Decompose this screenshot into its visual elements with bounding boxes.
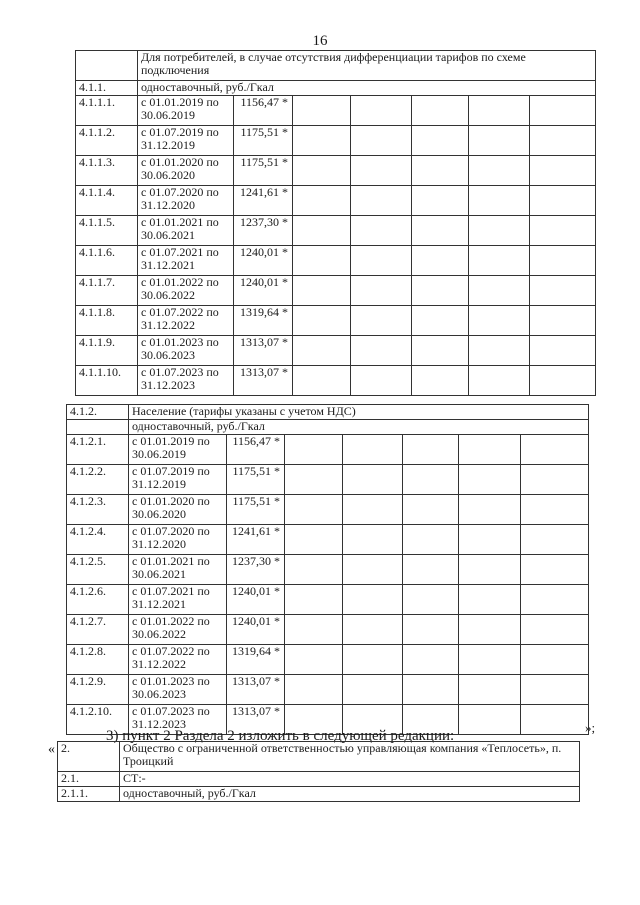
- empty-cell: [521, 495, 589, 525]
- empty-cell: [459, 525, 521, 555]
- period-cell: с 01.07.2022 по 31.12.2022: [138, 306, 234, 336]
- row-code: 4.1.1.4.: [76, 186, 138, 216]
- table-row: [67, 645, 589, 675]
- period-cell: с 01.07.2020 по 31.12.2020: [138, 186, 234, 216]
- row-text: одноставочный, руб./Гкал: [120, 787, 580, 802]
- section-header: Для потребителей, в случае отсутствия дифференциации тарифов по схеме подключения: [138, 51, 596, 81]
- empty-cell: [530, 96, 596, 126]
- empty-cell: [285, 465, 343, 495]
- empty-cell: [351, 246, 412, 276]
- row-code: 4.1.1.1.: [76, 96, 138, 126]
- empty-cell: [403, 585, 459, 615]
- empty-cell: [469, 126, 530, 156]
- empty-cell: [521, 525, 589, 555]
- table-row: [67, 495, 589, 525]
- table-row: [58, 772, 580, 787]
- tariff-value: 1319,64 *: [234, 306, 293, 336]
- table-row: [67, 435, 589, 465]
- empty-cell: [412, 156, 469, 186]
- empty-cell: [403, 645, 459, 675]
- empty-cell: [293, 336, 351, 366]
- empty-cell: [343, 585, 403, 615]
- section-label: одноставочный, руб./Гкал: [129, 420, 589, 435]
- tariff-value: 1175,51 *: [234, 126, 293, 156]
- empty-cell: [521, 705, 589, 735]
- table-row: [67, 525, 589, 555]
- period-cell: с 01.01.2023 по 30.06.2023: [129, 675, 227, 705]
- empty-cell: [412, 186, 469, 216]
- row-code: 2.1.: [58, 772, 120, 787]
- table-row: [58, 742, 580, 772]
- row-code: 4.1.1.2.: [76, 126, 138, 156]
- row-code: 4.1.1.10.: [76, 366, 138, 396]
- empty-cell: [521, 555, 589, 585]
- empty-cell: [285, 525, 343, 555]
- empty-cell: [412, 306, 469, 336]
- empty-cell: [459, 435, 521, 465]
- row-code: 4.1.2.7.: [67, 615, 129, 645]
- tariff-value: 1241,61 *: [234, 186, 293, 216]
- empty-cell: [293, 186, 351, 216]
- empty-cell: [403, 495, 459, 525]
- table-row: [76, 156, 596, 186]
- empty-cell: [293, 96, 351, 126]
- section-header: Население (тарифы указаны с учетом НДС): [129, 405, 589, 420]
- empty-cell: [469, 186, 530, 216]
- period-cell: с 01.01.2019 по 30.06.2019: [138, 96, 234, 126]
- empty-cell: [285, 675, 343, 705]
- section-label: одноставочный, руб./Гкал: [138, 81, 596, 96]
- empty-cell: [412, 126, 469, 156]
- empty-cell: [351, 96, 412, 126]
- row-code: 2.: [58, 742, 120, 772]
- table-row: [67, 465, 589, 495]
- period-cell: с 01.07.2022 по 31.12.2022: [129, 645, 227, 675]
- empty-cell: [412, 216, 469, 246]
- row-code: 4.1.2.2.: [67, 465, 129, 495]
- empty-cell: [403, 435, 459, 465]
- tariff-value: 1319,64 *: [227, 645, 285, 675]
- tariff-value: 1156,47 *: [234, 96, 293, 126]
- tariff-value: 1240,01 *: [234, 246, 293, 276]
- empty-cell: [412, 246, 469, 276]
- empty-cell: [293, 156, 351, 186]
- row-code: 4.1.1.3.: [76, 156, 138, 186]
- table-row: [67, 555, 589, 585]
- empty-cell: [521, 585, 589, 615]
- tariff-table-population: [66, 404, 589, 735]
- tariff-value: 1240,01 *: [227, 615, 285, 645]
- empty-cell: [530, 366, 596, 396]
- empty-cell: [521, 465, 589, 495]
- table-row: [67, 615, 589, 645]
- empty-cell: [285, 645, 343, 675]
- table-row: [76, 186, 596, 216]
- empty-cell: [530, 306, 596, 336]
- row-code: 2.1.1.: [58, 787, 120, 802]
- table-row: [76, 306, 596, 336]
- empty-cell: [530, 336, 596, 366]
- empty-cell: [521, 615, 589, 645]
- table-row: [76, 366, 596, 396]
- row-code: 4.1.1.7.: [76, 276, 138, 306]
- tariff-value: 1237,30 *: [234, 216, 293, 246]
- section-label-row: [67, 420, 589, 435]
- empty-cell: [343, 645, 403, 675]
- row-code: 4.1.1.5.: [76, 216, 138, 246]
- empty-cell: [285, 495, 343, 525]
- empty-cell: [343, 555, 403, 585]
- empty-cell: [403, 525, 459, 555]
- section-label-row: [76, 81, 596, 96]
- tariff-value: 1313,07 *: [234, 336, 293, 366]
- period-cell: с 01.01.2020 по 30.06.2020: [138, 156, 234, 186]
- empty-cell: [459, 465, 521, 495]
- table-row: [58, 787, 580, 802]
- empty-cell: [412, 276, 469, 306]
- empty-cell: [469, 246, 530, 276]
- empty-cell: [351, 306, 412, 336]
- empty-cell: [530, 246, 596, 276]
- empty-cell: [293, 306, 351, 336]
- period-cell: с 01.07.2021 по 31.12.2021: [129, 585, 227, 615]
- empty-cell: [343, 525, 403, 555]
- empty-cell: [530, 216, 596, 246]
- section-header-row: [76, 51, 596, 81]
- empty-cell: [521, 435, 589, 465]
- empty-cell: [412, 366, 469, 396]
- tariff-value: 1313,07 *: [234, 366, 293, 396]
- tariff-table-consumers: [75, 50, 596, 396]
- period-cell: с 01.01.2021 по 30.06.2021: [138, 216, 234, 246]
- table-row: [76, 216, 596, 246]
- empty-cell: [403, 555, 459, 585]
- empty-cell: [403, 675, 459, 705]
- row-code: 4.1.1.8.: [76, 306, 138, 336]
- empty-cell: [530, 126, 596, 156]
- empty-cell: [293, 366, 351, 396]
- empty-cell: [343, 675, 403, 705]
- empty-cell: [459, 645, 521, 675]
- period-cell: с 01.07.2020 по 31.12.2020: [129, 525, 227, 555]
- table-row: [67, 675, 589, 705]
- row-code: 4.1.2.4.: [67, 525, 129, 555]
- tariff-value: 1240,01 *: [234, 276, 293, 306]
- tariff-value: 1175,51 *: [227, 465, 285, 495]
- empty-cell: [351, 276, 412, 306]
- tariff-value: 1240,01 *: [227, 585, 285, 615]
- empty-cell: [403, 615, 459, 645]
- empty-cell: [469, 306, 530, 336]
- table-row: [76, 336, 596, 366]
- row-code: 4.1.2.8.: [67, 645, 129, 675]
- empty-cell: [459, 615, 521, 645]
- empty-cell: [293, 216, 351, 246]
- table-row: [76, 246, 596, 276]
- empty-cell: [351, 216, 412, 246]
- period-cell: с 01.01.2019 по 30.06.2019: [129, 435, 227, 465]
- empty-cell: [285, 585, 343, 615]
- empty-cell: [530, 186, 596, 216]
- empty-cell: [343, 435, 403, 465]
- empty-cell: [459, 495, 521, 525]
- empty-cell: [285, 435, 343, 465]
- period-cell: с 01.07.2023 по 31.12.2023: [138, 366, 234, 396]
- empty-cell: [343, 615, 403, 645]
- tariff-value: 1156,47 *: [227, 435, 285, 465]
- empty-cell: [469, 276, 530, 306]
- tariff-value: 1237,30 *: [227, 555, 285, 585]
- tariff-value: 1175,51 *: [227, 495, 285, 525]
- period-cell: с 01.01.2020 по 30.06.2020: [129, 495, 227, 525]
- empty-cell: [285, 555, 343, 585]
- row-code: 4.1.1.6.: [76, 246, 138, 276]
- empty-cell: [459, 585, 521, 615]
- tariff-value: 1241,61 *: [227, 525, 285, 555]
- section-header-row: [67, 405, 589, 420]
- empty-cell: [469, 96, 530, 126]
- empty-cell: [459, 555, 521, 585]
- empty-cell: [459, 705, 521, 735]
- empty-cell: [285, 615, 343, 645]
- row-code: 4.1.1.: [76, 81, 138, 96]
- empty-cell: [469, 156, 530, 186]
- empty-cell: [351, 126, 412, 156]
- organization-name: Общество с ограниченной ответственностью управляющая компания «Теплосеть», п. Троицкий: [120, 742, 580, 772]
- period-cell: с 01.01.2022 по 30.06.2022: [129, 615, 227, 645]
- empty-cell: [403, 465, 459, 495]
- table-row: [76, 276, 596, 306]
- period-cell: с 01.01.2023 по 30.06.2023: [138, 336, 234, 366]
- period-cell: с 01.07.2021 по 31.12.2021: [138, 246, 234, 276]
- period-cell: с 01.01.2022 по 30.06.2022: [138, 276, 234, 306]
- row-text: СТ:-: [120, 772, 580, 787]
- empty-cell: [293, 276, 351, 306]
- row-code: 4.1.2.: [67, 405, 129, 420]
- empty-cell: [351, 186, 412, 216]
- empty-cell: [293, 126, 351, 156]
- empty-cell: [343, 465, 403, 495]
- empty-cell: [351, 366, 412, 396]
- period-cell: с 01.07.2019 по 31.12.2019: [129, 465, 227, 495]
- empty-cell: [412, 336, 469, 366]
- table-row: [76, 96, 596, 126]
- empty-cell: [469, 336, 530, 366]
- empty-cell: [343, 495, 403, 525]
- empty-cell: [530, 156, 596, 186]
- table-row: [67, 585, 589, 615]
- empty-cell: [459, 675, 521, 705]
- period-cell: с 01.07.2023 по 31.12.2023: [129, 705, 227, 735]
- opening-quote: «: [48, 742, 55, 757]
- row-code: 4.1.1.9.: [76, 336, 138, 366]
- row-code: 4.1.2.3.: [67, 495, 129, 525]
- organization-table: [57, 741, 580, 802]
- empty-cell: [469, 216, 530, 246]
- page-number: 16: [312, 33, 328, 49]
- empty-cell: [521, 645, 589, 675]
- amendment-paragraph: 3) пункт 2 Раздела 2 изложить в следующей редакции:: [106, 728, 455, 744]
- period-cell: с 01.07.2019 по 31.12.2019: [138, 126, 234, 156]
- row-code: 4.1.2.10.: [67, 705, 129, 735]
- empty-cell: [469, 366, 530, 396]
- row-code: 4.1.2.6.: [67, 585, 129, 615]
- empty-cell: [412, 96, 469, 126]
- empty-cell: [530, 276, 596, 306]
- empty-cell: [293, 246, 351, 276]
- tariff-value: 1313,07 *: [227, 675, 285, 705]
- empty-cell: [351, 336, 412, 366]
- table-row: [76, 126, 596, 156]
- closing-quote: »;: [585, 720, 596, 735]
- period-cell: с 01.01.2021 по 30.06.2021: [129, 555, 227, 585]
- empty-cell: [521, 675, 589, 705]
- tariff-value: 1313,07 *: [227, 705, 285, 735]
- row-code: 4.1.2.9.: [67, 675, 129, 705]
- empty-cell: [351, 156, 412, 186]
- tariff-value: 1175,51 *: [234, 156, 293, 186]
- row-code: 4.1.2.1.: [67, 435, 129, 465]
- row-code: 4.1.2.5.: [67, 555, 129, 585]
